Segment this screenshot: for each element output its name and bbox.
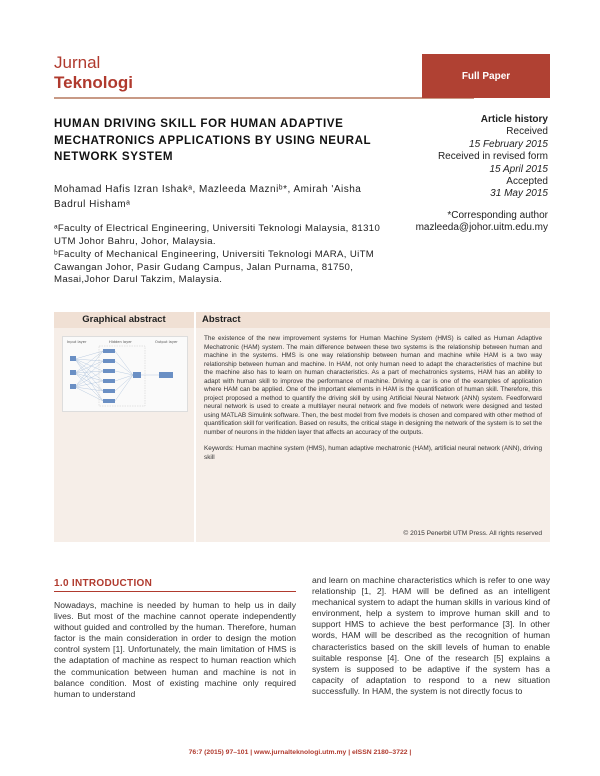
introduction-column-1: Nowadays, machine is needed by human to help us in daily lives. But most of the machine cannot operate independently without guided and controlled by the human. Therefore, human factor is the main consideration in order to design the motion control system [1]. Unfortunately, the main limitation of HMS is the adaptation of machine as respect to human reaction which the communication between human and machine is not in balance condition. Most of existing machine only required human to understand — [54, 600, 296, 699]
keywords: Keywords: Human machine system (HMS), human adaptive mechatronic (HAM), artificial neural network (ANN), driving skill — [204, 445, 542, 461]
revised-label: Received in revised form — [437, 151, 548, 163]
section-divider — [54, 591, 296, 592]
neural-network-diagram — [63, 337, 187, 411]
neural-network-figure — [62, 336, 188, 412]
affiliation-b: ᵇFaculty of Mechanical Engineering, Universiti Teknologi MARA, UiTM Cawangan Johor, Pasir Gudang Campus, Jalan Purnama, 81750, Masai,Johor Darul Takzim, Malaysia. — [54, 249, 375, 286]
introduction-column-2: and learn on machine characteristics which is refer to one way relationship [1, 2]. HAM will be defined as an intelligent mechanical system to adapt the human skills in various kind of environment, help a system to improve human skill and to support HMS to achieve the best performance [3]. In other words, HAM will be described as the recognition of human characteristics based on the skill levels of human to enable suitable response [4]. One of the research [5] explains a system is supposed to be adaptive if the system has a capacity of adaptation to respond to a new situation successfully. In HAM, the system is not directly focus to — [312, 575, 550, 696]
section-heading-introduction: 1.0 INTRODUCTION — [54, 578, 153, 589]
full-paper-badge: Full Paper — [422, 54, 550, 98]
corresponding-label: *Corresponding author — [447, 210, 548, 221]
header-divider — [54, 97, 474, 99]
abstract-heading: Abstract — [196, 312, 550, 328]
article-history — [378, 114, 548, 201]
received-label: Received — [506, 126, 548, 138]
journal-name-line2: Teknologi — [54, 73, 134, 92]
page-footer: 76:7 (2015) 97–101 | www.jurnalteknologi.utm.my | eISSN 2180–3722 | — [188, 749, 412, 756]
corresponding-email[interactable]: mazleeda@johor.uitm.edu.my — [415, 222, 548, 234]
accepted-date: 31 May 2015 — [490, 188, 548, 200]
copyright: © 2015 Penerbit UTM Press. All rights reserved — [403, 529, 542, 537]
accepted-label: Accepted — [506, 176, 548, 188]
affiliation-a: ᵃFaculty of Electrical Engineering, Universiti Teknologi Malaysia, 81310 UTM Johor Bahru, Johor, Malaysia. — [54, 223, 381, 247]
network-connections — [75, 351, 159, 401]
history-heading: Article history — [480, 114, 548, 125]
journal-name — [54, 53, 133, 93]
article-title: HUMAN DRIVING SKILL FOR HUMAN ADAPTIVE MECHATRONICS APPLICATIONS BY USING NEURAL NETWORK SYSTEM — [54, 117, 372, 163]
input-layer-label: Input layer — [67, 340, 87, 344]
revised-date: 15 April 2015 — [489, 163, 548, 175]
output-layer-label: Output layer — [155, 340, 178, 344]
journal-name-line1: Jurnal — [54, 53, 101, 72]
abstract-text: The existence of the new improvement systems for Human Machine System (HMS) is called as Human Adaptive Mechatronic (HAM) system. The main difference between these two systems is the relationship between human and machine in the systems. HMS is one way relationship between human and machine while HAM is a two way relationship between human and machine. In HAM, not only human need to adapt the characteristics of machine but the machine also has to learn on human characteristics. As a part of mechatronics systems, HAM has an ability to adapt with human skill to improve the performance of machine. Driving a car is one of the examples of application where HAM can be applied. One of the important elements in HAM is the quantification of human skill. Therefore, this project proposed a method to quantify the driving skill by using Artificial Neural Network (ANN) system. Feedforward neural network is used to create a multilayer neural network and five models of network were designed and tested using MATLAB Simulink software. Then, the best model from five models is chosen and compared with other method of quantification skill for verification. Based on results, the critical stage in designing the network of the system is to set the number of neurons in the hidden layer that affects an accuracy of the outputs. — [204, 335, 542, 436]
author-list: Mohamad Hafis Izran Ishakᵃ, Mazleeda Mazniᵇ*, Amirah 'Aisha Badrul Hishamᵃ — [54, 184, 362, 210]
graphical-abstract-heading: Graphical abstract — [54, 312, 194, 328]
abstract-panel — [196, 328, 550, 542]
received-date: 15 February 2015 — [469, 138, 548, 150]
affiliations — [54, 223, 399, 288]
hidden-layer-label: Hidden layer — [109, 340, 132, 344]
